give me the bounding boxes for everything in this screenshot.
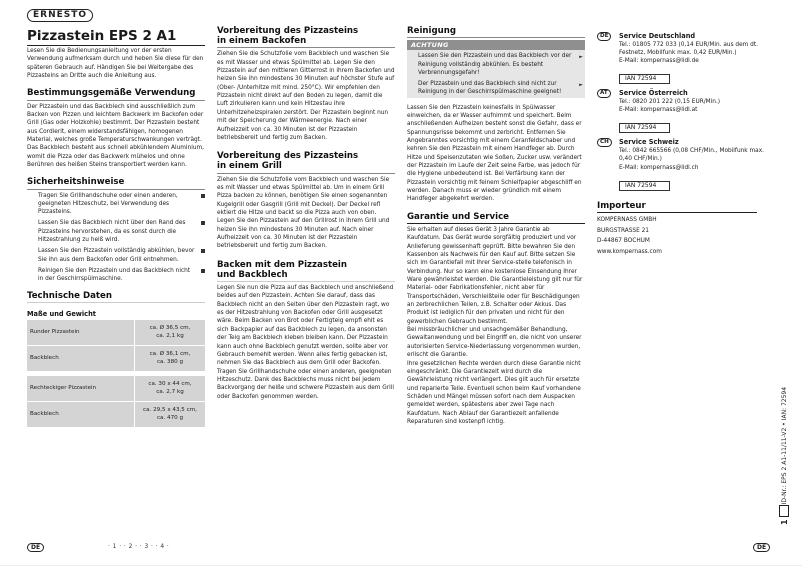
importer-street: BURGSTRASSE 21 <box>597 227 649 234</box>
column-4 <box>597 32 777 257</box>
baking-text: Legen Sie nun die Pizza auf das Backblech und anschließend beides auf den Pizzastein. Achten Sie darauf, dass das Backblech nicht an den Seiten über den Pizzastein ragt, wo es der Hitzestrahlung von Backofen oder Grill ausgesetzt wäre. Beim Backen von Brot oder Fertigteig empfi ehlt es sich Backpapier auf das Backblech zu legen, da ansonsten der Teig am Backblech kleben bleiben kann. Der Pizzastein kann auch ohne Backblech genutzt werden, sollte aber vor Gebrauch bemehlt werden. Wenn alles fertig gebacken ist, nehmen Sie das Backblech aus dem Grill oder Backofen. Tragen Sie Grillhandschuhe oder einen anderen, geeigneten Hitzeschutz. Dank des Backblechs muss nicht bei jedem Backvorgang der heiße und schwere Pizzastein aus dem Grill oder Backofen genommen werden. <box>217 285 395 400</box>
ian-box: IAN 72594 <box>619 74 670 84</box>
spec-label: Backblech <box>27 402 134 427</box>
service-email: E-Mail: kompernass@lidl.at <box>619 107 698 114</box>
baking-heading: Backen mit dem Pizzastein und Backblech <box>217 260 395 282</box>
table-row <box>27 346 205 371</box>
spec-value: ca. 29,5 x 43,5 cm, ca. 470 g <box>135 402 205 427</box>
service-austria <box>597 89 777 133</box>
footer-country-badge-right: DE <box>753 543 770 552</box>
side-number: 1 <box>779 519 789 525</box>
warranty-text-2: Bei missbräuchlicher und unsachgemäßer Behandlung, Gewaltanwendung und bei Eingriff en, die nicht von unserer autorisierten Service-Niederlassung vorgenommen wurden, erlischt die Garantie. <box>407 327 582 359</box>
warning-item: Lassen Sie den Pizzastein und das Backblech vor der Reinigung vollständig abkühlen. Es besteht Verbrennungsgefahr! ► <box>418 53 583 76</box>
country-badge: AT <box>597 89 611 98</box>
service-switzerland <box>597 138 777 190</box>
page-numbers: · 1 · · 2 · · 3 · · 4 · <box>108 544 170 550</box>
service-title: Service Schweiz <box>619 138 679 147</box>
spec-label: Runder Pizzastein <box>27 320 134 345</box>
spec-value: ca. Ø 36,1 cm, ca. 380 g <box>135 346 205 371</box>
service-phone: Tel.: 01805 772 033 (0,14 EUR/Min. aus dem dt. Festnetz, Mobilfunk max. 0,42 EUR/Min.) <box>619 41 758 56</box>
bullet-square-icon <box>201 194 205 198</box>
service-email: E-Mail: kompernass@lidl.ch <box>619 164 699 171</box>
column-3 <box>407 26 585 426</box>
arrow-right-icon: ► <box>579 54 583 61</box>
service-email: E-Mail: kompernass@lidl.de <box>619 58 699 65</box>
column-1 <box>27 47 205 428</box>
importer-company: KOMPERNASS GMBH <box>597 217 657 224</box>
specs-table <box>26 319 206 372</box>
oven-text: Ziehen Sie die Schutzfolie vom Backblech und waschen Sie es mit Wasser und etwas Spülmittel ab. Legen Sie den Pizzastein auf den mittleren Gitterrost in ihrem Backofen und heizen Sie ihn mindestens 30 Minuten auf höchster Stufe auf (Ober- /Unterhitze mit mind. 250°C). Wir empfehlen den Pizzastein nicht direkt auf den Boden zu legen, damit die Luft zirkulieren kann und kein Hitzestau ihre Unterhitzeheizspiralen zerstört. Der Pizzastein beginnt nun mit der Speicherung der Wärmeenergie. Nach einer Aufheizzeit von ca. 30 Minuten ist der Pizzastein betriebsbereit und fertig zum Backen. <box>217 51 395 141</box>
safety-item: Lassen Sie den Pizzastein vollständig abkühlen, bevor Sie ihn aus dem Backofen oder Grill entnehmen. <box>27 247 205 264</box>
arrow-right-icon: ► <box>579 82 583 89</box>
safety-item: Lassen Sie das Backblech nicht über den Rand des Pizzasteins hervorstehen, da es sonst durch die Hitzestrahlung zu heiß wird. <box>27 219 205 244</box>
table-row <box>27 402 205 427</box>
tech-data-heading: Technische Daten <box>27 291 205 303</box>
warranty-text-1: Sie erhalten auf dieses Gerät 3 Jahre Garantie ab Kaufdatum. Das Gerät wurde sorgfältig produziert und vor Anlieferung gewissenhaft geprüft. Bitte bewahren Sie den Kassenbon als Nachweis für den Kauf auf. Bitte setzen Sie sich im Garantiefall mit Ihrer Service-stelle telefonisch in Verbindung. Nur so kann eine kostenlose Einsendung Ihrer Ware gewährleistet werden. Die Garantieleistung gilt nur für Material- oder Fabrikationsfehler, nicht aber für Transportschäden, Verschleißteile oder für Beschädigungen an zerbrechlichen Teilen, z.B. Schalter oder Akkus. Das Produkt ist lediglich für den privaten und nicht für den gewerblichen Gebrauch bestimmt. <box>407 227 583 325</box>
service-phone: Tel.: 0842 665566 (0,08 CHF/Min., Mobilfunk max. 0,40 CHF/Min.) <box>619 147 764 163</box>
ian-box: IAN 72594 <box>619 123 670 133</box>
grill-text: Ziehen Sie die Schutzfolie vom Backblech und waschen Sie es mit Wasser und etwas Spülmittel ab. Um in einem Grill Pizza backen zu können, benötigen Sie einen sogenannten Kugelgrill oder Gasgrill (Grill mit Deckel). Der Deckel refl ektiert die Hitze und backt so die Pizza auch von oben. Legen Sie den Pizzastein auf den Grillrost in ihrem Grill und heizen Sie ihn mindestens 30 Minuten auf. Nach einer Aufheizzeit von ca. 30 Minuten ist der Pizzastein betriebsbereit und fertig zum Backen. <box>217 176 390 250</box>
bullet-square-icon <box>201 249 205 253</box>
warranty-heading: Garantie und Service <box>407 212 585 224</box>
footer-country-badge-left: DE <box>27 543 44 552</box>
service-title: Service Österreich <box>619 89 688 98</box>
id-number-text: ID-Nr.: EPS 2 A1-11/11-V2 • IAN: 72594 <box>780 386 788 505</box>
table-row <box>27 320 205 345</box>
spec-value: ca. 30 x 44 cm, ca. 2,7 kg <box>135 376 205 401</box>
service-phone: Tel.: 0820 201 222 (0,15 EUR/Min.) <box>619 98 721 105</box>
safety-heading: Sicherheitshinweise <box>27 177 205 189</box>
grill-heading: Vorbereitung des Pizzasteins in einem Grill <box>217 151 395 173</box>
cleaning-heading: Reinigung <box>407 26 585 38</box>
bullet-square-icon <box>201 269 205 273</box>
dimensions-subheading: Maße und Gewicht <box>27 309 96 318</box>
vertical-id-strip <box>779 387 789 525</box>
intended-use-heading: Bestimmungsgemäße Verwendung <box>27 88 205 100</box>
country-badge: DE <box>597 32 611 41</box>
ernesto-logo: ERNESTO <box>27 9 93 22</box>
warning-box <box>407 40 585 97</box>
cleaning-text: Lassen Sie den Pizzastein keinesfalls in Spülwasser einweichen, da er Wasser aufnimmt und speichert. Beim anschließenden Aufheizen besteht sonst die Gefahr, dass er Spannungsrisse bekommt und zerbricht. Entfernen Sie Angebranntes vorsichtig mit einem Ceranfeldschaber und kehren Sie den Pizzastein mit einem Handfeger ab. Durch Hitze und Speisenzutaten wie Soßen, Zucker usw. verändert der Pizzastein im Laufe der Zeit seine Farbe, was jedoch für die Hygiene unbedeutend ist. Bei Verfärbung kann der Pizzastein vorsichtig mit feinem Schleifpapier abgeschliff en werden. Danach muss er wieder gründlich mit einem Handfeger abgekehrt werden. <box>407 104 582 203</box>
bottom-divider <box>0 565 802 566</box>
intro-text: Lesen Sie die Bedienungsanleitung vor der ersten Verwendung aufmerksam durch und heben Sie diese für den späteren Gebrauch auf. Händigen Sie bei Weitergabe des Pizzasteins an Dritte auch die Anleitung aus. <box>27 48 204 80</box>
safety-item: Reinigen Sie den Pizzastein und das Backblech nicht in der Geschirrspülmaschine. <box>27 267 205 284</box>
importer-website: www.kompernass.com <box>597 248 662 255</box>
bullet-square-icon <box>201 221 205 225</box>
safety-item: Tragen Sie Grillhandschuhe oder einen anderen, geeigneten Hitzeschutz, bei Verwendung des Pizzasteins. <box>27 192 205 217</box>
warranty-text-3: Ihre gesetzlichen Rechte werden durch diese Garantie nicht eingeschränkt. Die Garantiezeit wird durch die Gewährleistung nicht verlängert. Dies gilt auch für ersetzte und reparierte Teile. Eventuell schon beim Kauf vorhandene Schäden und Mängel müssen sofort nach dem Auspacken gemeldet werden, spätestens aber zwei Tage nach Kaufdatum. Nach Ablauf der Garantiezeit anfallende Reparaturen sind kostenpfl ichtig. <box>407 360 581 425</box>
spec-value: ca. Ø 36,5 cm, ca. 2,1 kg <box>135 320 205 345</box>
spec-label: Rechteckiger Pizzastein <box>27 376 134 401</box>
oven-heading: Vorbereitung des Pizzasteins in einem Backofen <box>217 26 395 48</box>
country-badge: CH <box>597 138 612 147</box>
column-2 <box>217 26 395 401</box>
safety-list <box>27 192 205 284</box>
warning-label: ACHTUNG <box>407 40 585 50</box>
page-title: Pizzastein EPS 2 A1 <box>27 28 205 46</box>
intended-use-text: Der Pizzastein und das Backblech sind ausschließlich zum Backen von Pizzen und leichtem Backwerk im Backofen oder Grill (Gas oder Holzkohle) bestimmt. Der Pizzastein besteht aus Cordierit, einem widerstandsfähigen, homogenen Material, welches große Temperaturschwankungen verträgt. Das Backblech besteht aus schnell abkühlendem Aluminium, womit die Pizza oder das Backwerk mühelos und ohne Berühren des heißen Steins transportiert werden kann. <box>27 103 204 168</box>
warning-item: Der Pizzastein und das Backblech sind nicht zur Reinigung in der Geschirrspülmaschine geeignet! ► <box>418 81 583 96</box>
checkbox-square-icon <box>779 505 789 517</box>
specs-table-rect <box>26 375 206 428</box>
importer-heading: Importeur <box>597 201 757 213</box>
table-row <box>27 376 205 401</box>
service-germany <box>597 32 777 84</box>
spec-label: Backblech <box>27 346 134 371</box>
importer-city: D-44867 BOCHUM <box>597 238 650 245</box>
ian-box: IAN 72594 <box>619 181 670 191</box>
service-title: Service Deutschland <box>619 32 696 40</box>
